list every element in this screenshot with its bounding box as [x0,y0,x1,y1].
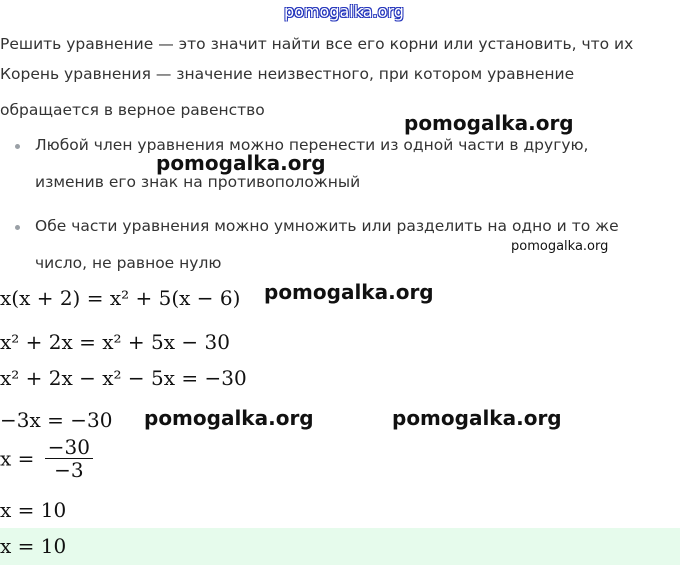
math-step-6: x = 10 [0,498,67,522]
intro-line-3: обращается в верное равенство [0,101,265,119]
bullet-2-line-1: Обе части уравнения можно умножить или разделить на одно и то же [35,217,619,235]
watermark-3: pomogalka.org [511,239,609,254]
watermark-5: pomogalka.org [144,406,314,430]
answer: x = 10 [0,534,67,558]
bullet-dot-1 [15,144,20,149]
bullet-2-line-2: число, не равное нулю [35,254,222,272]
watermark-top: pomogalka.org [284,2,404,21]
fraction [45,436,93,481]
watermark-6: pomogalka.org [392,406,562,430]
bullet-1-line-1: Любой член уравнения можно перенести из одной части в другую, [35,136,589,154]
math-step-5: x = $\frac{-30}{-3}$ [0,436,93,481]
intro-line-2: Корень уравнения — значение неизвестного, при котором уравнение [0,65,575,83]
watermark-2: pomogalka.org [156,151,326,175]
bullet-dot-2 [15,225,20,230]
math-step-3: x² + 2x − x² − 5x = −30 [0,366,247,390]
watermark-1: pomogalka.org [404,111,574,135]
fraction-numerator: −30 [45,436,93,459]
answer-highlight [0,528,680,565]
math-step-1: x(x + 2) = x² + 5(x − 6) [0,286,241,310]
watermark-4: pomogalka.org [264,280,434,304]
math-step-4: −3x = −30 [0,408,113,432]
intro-line-1: Решить уравнение — это значит найти все его корни или установить, что их [0,35,634,53]
bullet-1-line-2: изменив его знак на противоположный [35,173,361,191]
fraction-denominator: −3 [54,458,84,482]
math-step-2: x² + 2x = x² + 5x − 30 [0,330,230,354]
